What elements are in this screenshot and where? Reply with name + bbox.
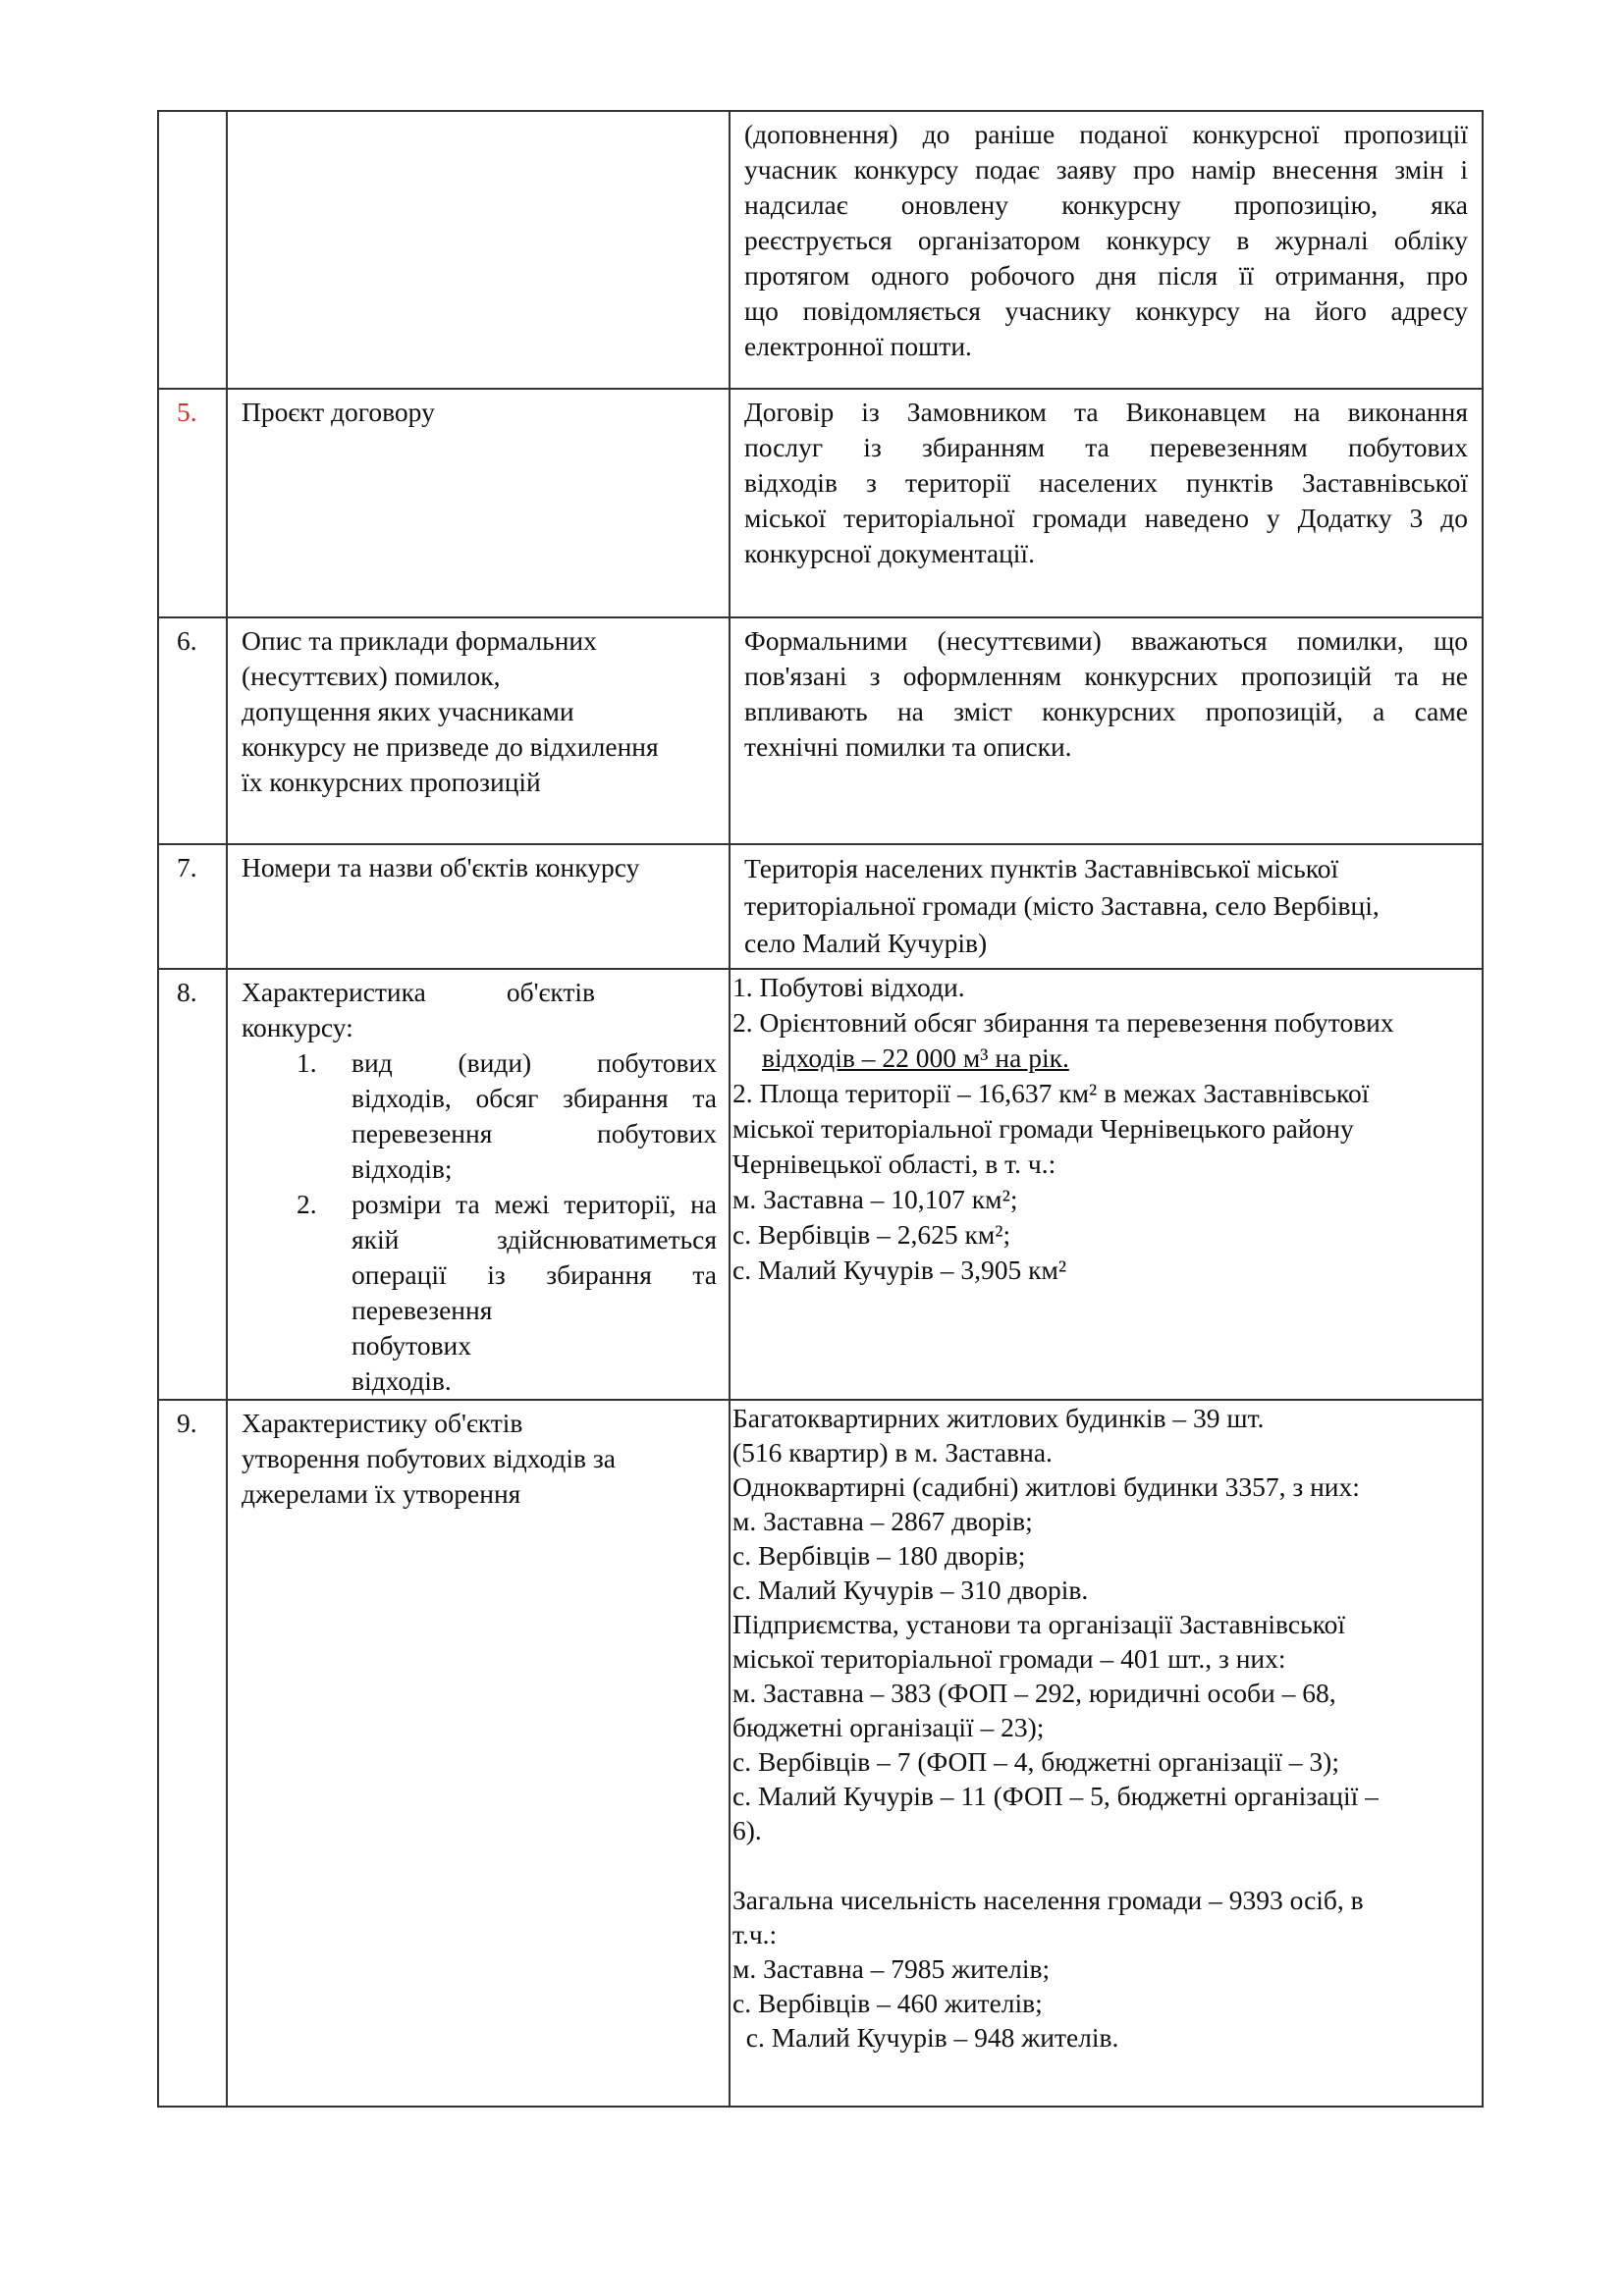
label-line: джерелами їх утворення [242, 1478, 521, 1509]
competition-table [157, 110, 1484, 2108]
value-line: (доповнення) до раніше поданої конкурсної пропозиції [744, 119, 1468, 149]
list-item-line: перевезення побутових [352, 1295, 493, 1361]
row-number: 8. [158, 969, 227, 1400]
row-label-cell [227, 111, 730, 389]
characteristics-list [242, 1045, 717, 1399]
value-line: що повідомляється учаснику конкурсу на його адресу [744, 295, 1468, 326]
value-line: Одноквартирні (садибні) житлові будинки 3357, з них: [732, 1471, 1360, 1502]
value-line: м. Заставна – 2867 дворів; [732, 1506, 1033, 1536]
document-page [157, 110, 1482, 2108]
value-line: Підприємства, установи та організації Заставнівської [732, 1609, 1345, 1639]
value-line: Формальними (несуттєвими) вважаються помилки, що [744, 625, 1468, 656]
label-line: допущення яких учасниками [242, 696, 574, 726]
value-line: с. Вербівців – 180 дворів; [732, 1540, 1026, 1571]
value-line: впливають на зміст конкурсних пропозицій, а саме [744, 696, 1468, 726]
row-number: 7. [158, 844, 227, 969]
value-line: (516 квартир) в м. Заставна. [732, 1437, 1053, 1468]
label-line: їх конкурсних пропозицій [242, 767, 541, 797]
row-value-cell [730, 969, 1483, 1400]
value-line: м. Заставна – 7985 жителів; [732, 1953, 1051, 1984]
label-line: конкурсу не призведе до відхилення [242, 731, 659, 762]
value-line: відходів – 22 000 м³ на рік. [762, 1042, 1069, 1073]
label-line: Номери та назви об'єктів конкурсу [242, 852, 640, 882]
row-value-cell [730, 1400, 1483, 2107]
value-line: 1. Побутові відходи. [732, 972, 965, 1002]
table-row-5 [158, 389, 1483, 617]
list-marker: 2. [297, 1189, 317, 1219]
row-label-cell [227, 389, 730, 617]
label-line: Проєкт договору [242, 397, 435, 427]
value-line: відходів з території населених пунктів Заставнівської [744, 467, 1468, 498]
value-line: технічні помилки та описки. [744, 731, 1072, 762]
row-number: 9. [158, 1400, 227, 2107]
list-item-line: відходів. [352, 1365, 452, 1396]
value-line: Багатоквартирних житлових будинків – 39 шт. [732, 1403, 1265, 1433]
row-value-cell [730, 844, 1483, 969]
value-blank-line [732, 1847, 1468, 1883]
value-line: с. Вербівців – 460 жителів; [732, 1988, 1043, 2018]
label-line: конкурсу: [242, 1012, 353, 1042]
value-line: 2. Площа території – 16,637 км² в межах Заставнівської [732, 1078, 1370, 1108]
value-line: Територія населених пунктів Заставнівської міської [744, 853, 1339, 883]
label-line: (несуттєвих) помилок, [242, 661, 501, 691]
value-line: с. Малий Кучурів – 11 (ФОП – 5, бюджетні організації – [732, 1781, 1379, 1811]
table-row-continuation [158, 111, 1483, 389]
value-line: 6). [732, 1815, 762, 1845]
row-label-cell [227, 1400, 730, 2107]
list-marker: 1. [297, 1047, 317, 1078]
list-item-line: якій здійснюватиметься [352, 1224, 717, 1255]
row-number: 5. [158, 389, 227, 617]
value-line: протягом одного робочого дня після її отримання, про [744, 260, 1468, 291]
table-row-6 [158, 617, 1483, 844]
list-item-line: відходів, обсяг збирання та [352, 1083, 717, 1113]
row-value-cell [730, 111, 1483, 389]
value-line: село Малий Кучурів) [744, 928, 988, 958]
value-line: надсилає оновлену конкурсну пропозицію, яка [744, 189, 1468, 220]
value-line: 2. Орієнтовний обсяг збирання та перевезення побутових [732, 1007, 1394, 1038]
value-line: с. Малий Кучурів – 3,905 км² [732, 1255, 1067, 1285]
value-line: конкурсної документації. [744, 538, 1035, 568]
table-row-7 [158, 844, 1483, 969]
value-line: електронної пошти. [744, 331, 972, 361]
value-line: с. Вербівців – 2,625 км²; [732, 1219, 1011, 1250]
label-line: Характеристика об'єктів [242, 977, 595, 1007]
list-item-line: відходів; [352, 1153, 453, 1184]
value-line: міської територіальної громади наведено у Додатку 3 до [744, 503, 1468, 533]
list-item-line: перевезення побутових [352, 1118, 717, 1148]
value-line: територіальної громади (місто Заставна, село Вербівці, [744, 890, 1380, 921]
label-line: утворення побутових відходів за [242, 1443, 616, 1473]
label-line: Характеристику об'єктів [242, 1408, 523, 1438]
list-item-line: вид (види) побутових [352, 1047, 717, 1078]
value-line: міської територіальної громади – 401 шт., з них: [732, 1643, 1286, 1674]
row-label-cell [227, 844, 730, 969]
row-label-cell [227, 969, 730, 1400]
row-label-cell [227, 617, 730, 844]
value-line: Чернівецької області, в т. ч.: [732, 1148, 1056, 1179]
table-row-9 [158, 1400, 1483, 2107]
value-line: м. Заставна – 10,107 км²; [732, 1184, 1018, 1214]
value-line: Договір із Замовником та Виконавцем на виконання [744, 397, 1468, 427]
value-line: учасник конкурсу подає заяву про намір внесення змін і [744, 154, 1468, 185]
list-item [242, 1187, 717, 1399]
value-line: послуг із збиранням та перевезенням побутових [744, 432, 1468, 462]
row-value-cell [730, 389, 1483, 617]
value-line: міської територіальної громади Чернівецького району [732, 1113, 1354, 1144]
value-line: с. Малий Кучурів – 948 жителів. [732, 2022, 1119, 2053]
row-value-cell [730, 617, 1483, 844]
label-line: Опис та приклади формальних [242, 625, 597, 656]
value-line: т.ч.: [732, 1919, 778, 1949]
value-line: с. Вербівців – 7 (ФОП – 4, бюджетні організації – 3); [732, 1746, 1339, 1777]
value-line: с. Малий Кучурів – 310 дворів. [732, 1575, 1089, 1605]
list-item-line: операції із збирання та [352, 1259, 717, 1290]
row-number-cell [158, 111, 227, 389]
value-line: пов'язані з оформленням конкурсних пропозицій та не [744, 661, 1468, 691]
table-row-8 [158, 969, 1483, 1400]
value-line: реєструється організатором конкурсу в журналі обліку [744, 225, 1468, 255]
value-line: м. Заставна – 383 (ФОП – 292, юридичні особи – 68, [732, 1678, 1336, 1708]
list-item-line: розміри та межі території, на [352, 1189, 717, 1219]
value-line: Загальна чисельність населення громади – 9393 осіб, в [732, 1885, 1364, 1915]
list-item [242, 1045, 717, 1187]
row-number: 6. [158, 617, 227, 844]
value-line: бюджетні організації – 23); [732, 1712, 1045, 1742]
